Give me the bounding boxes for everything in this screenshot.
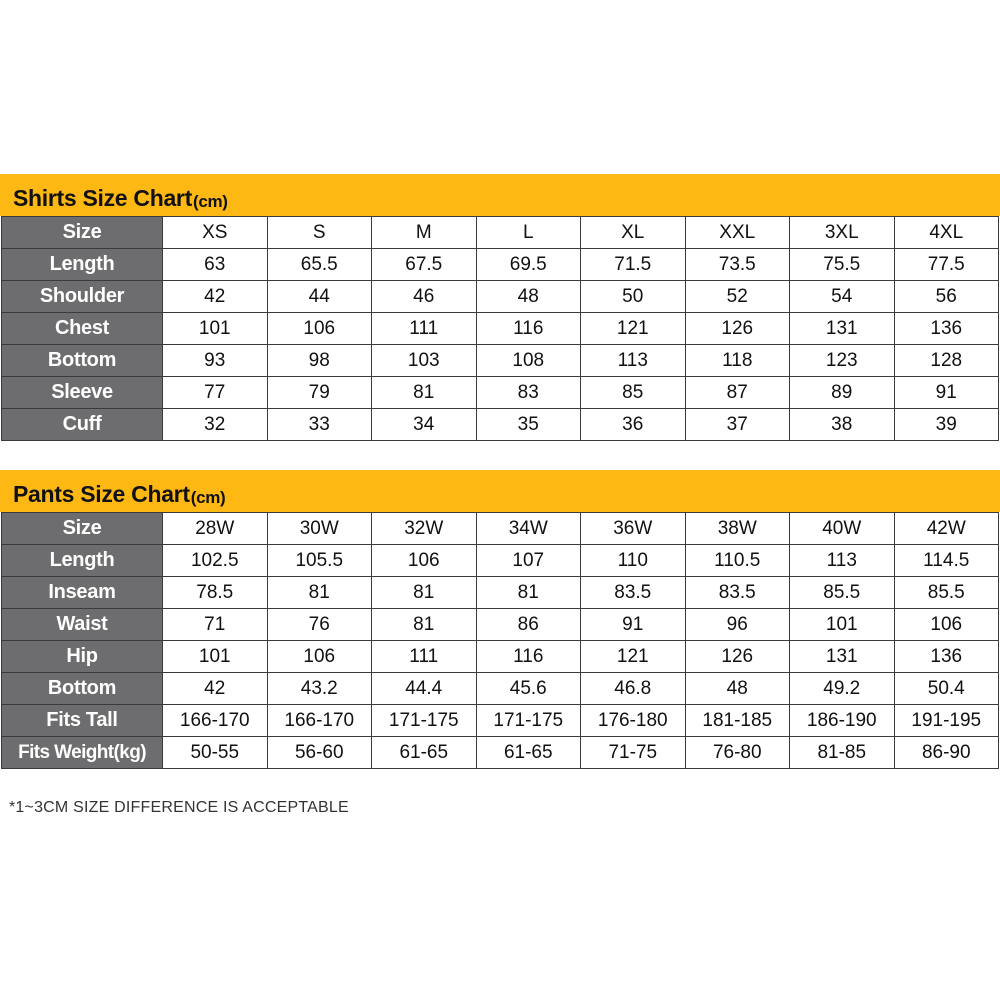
measurement-cell: 65.5: [267, 249, 372, 281]
measurement-cell: 39: [894, 409, 999, 441]
measurement-cell: 131: [790, 641, 895, 673]
measurement-cell: 166-170: [267, 705, 372, 737]
measurement-cell: 136: [894, 313, 999, 345]
measurement-cell: 49.2: [790, 673, 895, 705]
measurement-cell: 126: [685, 641, 790, 673]
measurement-cell: 91: [581, 609, 686, 641]
pants-row-length: [2, 545, 999, 577]
measurement-cell: 81-85: [790, 737, 895, 769]
measurement-cell: 76: [267, 609, 372, 641]
measurement-cell: 46.8: [581, 673, 686, 705]
measurement-cell: 71: [163, 609, 268, 641]
measurement-cell: 93: [163, 345, 268, 377]
size-header-cell: 28W: [163, 513, 268, 545]
pants-row-waist: [2, 609, 999, 641]
measurement-cell: 37: [685, 409, 790, 441]
row-label: Size: [2, 513, 163, 545]
pants-chart-title: Pants Size Chart: [13, 481, 190, 507]
measurement-cell: 67.5: [372, 249, 477, 281]
measurement-cell: 52: [685, 281, 790, 313]
pants-row-hip: [2, 641, 999, 673]
measurement-cell: 110.5: [685, 545, 790, 577]
row-label: Waist: [2, 609, 163, 641]
measurement-cell: 106: [267, 313, 372, 345]
measurement-cell: 45.6: [476, 673, 581, 705]
measurement-cell: 76-80: [685, 737, 790, 769]
measurement-cell: 102.5: [163, 545, 268, 577]
measurement-cell: 106: [372, 545, 477, 577]
size-header-cell: 40W: [790, 513, 895, 545]
measurement-cell: 136: [894, 641, 999, 673]
measurement-cell: 114.5: [894, 545, 999, 577]
measurement-cell: 106: [894, 609, 999, 641]
measurement-cell: 42: [163, 673, 268, 705]
measurement-cell: 108: [476, 345, 581, 377]
measurement-cell: 101: [790, 609, 895, 641]
measurement-cell: 121: [581, 641, 686, 673]
pants-row-fits-tall: [2, 705, 999, 737]
measurement-cell: 85: [581, 377, 686, 409]
pants-row-size: [2, 513, 999, 545]
measurement-cell: 91: [894, 377, 999, 409]
measurement-cell: 123: [790, 345, 895, 377]
measurement-cell: 171-175: [372, 705, 477, 737]
shirts-row-length: [2, 249, 999, 281]
pants-row-inseam: [2, 577, 999, 609]
measurement-cell: 116: [476, 641, 581, 673]
shirts-row-shoulder: [2, 281, 999, 313]
measurement-cell: 69.5: [476, 249, 581, 281]
measurement-cell: 46: [372, 281, 477, 313]
measurement-cell: 81: [372, 577, 477, 609]
pants-size-table: [1, 512, 999, 769]
measurement-cell: 86-90: [894, 737, 999, 769]
measurement-cell: 48: [476, 281, 581, 313]
measurement-cell: 118: [685, 345, 790, 377]
row-label: Hip: [2, 641, 163, 673]
pants-chart-banner: [0, 470, 1000, 512]
measurement-cell: 56-60: [267, 737, 372, 769]
measurement-cell: 75.5: [790, 249, 895, 281]
pants-size-chart: [0, 470, 1000, 769]
shirts-row-cuff: [2, 409, 999, 441]
measurement-cell: 50.4: [894, 673, 999, 705]
measurement-cell: 110: [581, 545, 686, 577]
row-label: Shoulder: [2, 281, 163, 313]
shirts-size-chart: [0, 174, 1000, 441]
measurement-cell: 128: [894, 345, 999, 377]
measurement-cell: 111: [372, 313, 477, 345]
size-header-cell: L: [476, 217, 581, 249]
measurement-cell: 71-75: [581, 737, 686, 769]
measurement-cell: 73.5: [685, 249, 790, 281]
measurement-cell: 83.5: [685, 577, 790, 609]
measurement-cell: 44.4: [372, 673, 477, 705]
row-label: Chest: [2, 313, 163, 345]
shirts-row-chest: [2, 313, 999, 345]
measurement-cell: 44: [267, 281, 372, 313]
measurement-cell: 36: [581, 409, 686, 441]
measurement-cell: 111: [372, 641, 477, 673]
shirts-chart-banner: [0, 174, 1000, 216]
measurement-cell: 186-190: [790, 705, 895, 737]
shirts-size-table: [1, 216, 999, 441]
size-header-cell: XS: [163, 217, 268, 249]
measurement-cell: 50: [581, 281, 686, 313]
measurement-cell: 81: [372, 377, 477, 409]
measurement-cell: 121: [581, 313, 686, 345]
shirts-chart-unit: (cm): [192, 192, 228, 211]
measurement-cell: 103: [372, 345, 477, 377]
measurement-cell: 181-185: [685, 705, 790, 737]
shirts-table-body: [2, 217, 999, 441]
measurement-cell: 34: [372, 409, 477, 441]
measurement-cell: 63: [163, 249, 268, 281]
size-header-cell: XL: [581, 217, 686, 249]
size-header-cell: 32W: [372, 513, 477, 545]
measurement-cell: 105.5: [267, 545, 372, 577]
size-header-cell: XXL: [685, 217, 790, 249]
measurement-cell: 96: [685, 609, 790, 641]
row-label: Bottom: [2, 345, 163, 377]
measurement-cell: 78.5: [163, 577, 268, 609]
measurement-cell: 87: [685, 377, 790, 409]
measurement-cell: 86: [476, 609, 581, 641]
measurement-cell: 113: [790, 545, 895, 577]
measurement-cell: 32: [163, 409, 268, 441]
measurement-cell: 81: [476, 577, 581, 609]
size-header-cell: M: [372, 217, 477, 249]
size-header-cell: 34W: [476, 513, 581, 545]
measurement-cell: 77.5: [894, 249, 999, 281]
pants-table-body: [2, 513, 999, 769]
size-header-cell: S: [267, 217, 372, 249]
measurement-cell: 106: [267, 641, 372, 673]
shirts-chart-title: Shirts Size Chart: [13, 185, 192, 211]
row-label: Sleeve: [2, 377, 163, 409]
measurement-cell: 131: [790, 313, 895, 345]
row-label: Fits Tall: [2, 705, 163, 737]
measurement-cell: 54: [790, 281, 895, 313]
row-label: Fits Weight(kg): [2, 737, 163, 769]
measurement-cell: 48: [685, 673, 790, 705]
size-header-cell: 42W: [894, 513, 999, 545]
measurement-cell: 85.5: [894, 577, 999, 609]
measurement-cell: 191-195: [894, 705, 999, 737]
measurement-cell: 101: [163, 641, 268, 673]
row-label: Inseam: [2, 577, 163, 609]
measurement-cell: 77: [163, 377, 268, 409]
measurement-cell: 56: [894, 281, 999, 313]
measurement-cell: 79: [267, 377, 372, 409]
shirts-row-bottom: [2, 345, 999, 377]
measurement-cell: 50-55: [163, 737, 268, 769]
measurement-cell: 35: [476, 409, 581, 441]
measurement-cell: 71.5: [581, 249, 686, 281]
measurement-cell: 42: [163, 281, 268, 313]
pants-row-fits-weight-kg: [2, 737, 999, 769]
row-label: Bottom: [2, 673, 163, 705]
measurement-cell: 126: [685, 313, 790, 345]
measurement-cell: 81: [267, 577, 372, 609]
size-header-cell: 3XL: [790, 217, 895, 249]
row-label: Cuff: [2, 409, 163, 441]
size-header-cell: 4XL: [894, 217, 999, 249]
measurement-cell: 107: [476, 545, 581, 577]
measurement-cell: 61-65: [372, 737, 477, 769]
measurement-cell: 81: [372, 609, 477, 641]
measurement-cell: 98: [267, 345, 372, 377]
size-header-cell: 38W: [685, 513, 790, 545]
measurement-cell: 176-180: [581, 705, 686, 737]
pants-chart-unit: (cm): [190, 488, 226, 507]
measurement-cell: 116: [476, 313, 581, 345]
row-label: Size: [2, 217, 163, 249]
shirts-row-sleeve: [2, 377, 999, 409]
measurement-cell: 33: [267, 409, 372, 441]
measurement-cell: 38: [790, 409, 895, 441]
measurement-cell: 83: [476, 377, 581, 409]
measurement-cell: 101: [163, 313, 268, 345]
row-label: Length: [2, 249, 163, 281]
measurement-cell: 171-175: [476, 705, 581, 737]
size-header-cell: 30W: [267, 513, 372, 545]
size-difference-note: *1~3CM SIZE DIFFERENCE IS ACCEPTABLE: [9, 799, 349, 816]
shirts-row-size: [2, 217, 999, 249]
pants-row-bottom: [2, 673, 999, 705]
measurement-cell: 113: [581, 345, 686, 377]
row-label: Length: [2, 545, 163, 577]
measurement-cell: 83.5: [581, 577, 686, 609]
measurement-cell: 166-170: [163, 705, 268, 737]
measurement-cell: 61-65: [476, 737, 581, 769]
measurement-cell: 89: [790, 377, 895, 409]
measurement-cell: 43.2: [267, 673, 372, 705]
size-header-cell: 36W: [581, 513, 686, 545]
measurement-cell: 85.5: [790, 577, 895, 609]
